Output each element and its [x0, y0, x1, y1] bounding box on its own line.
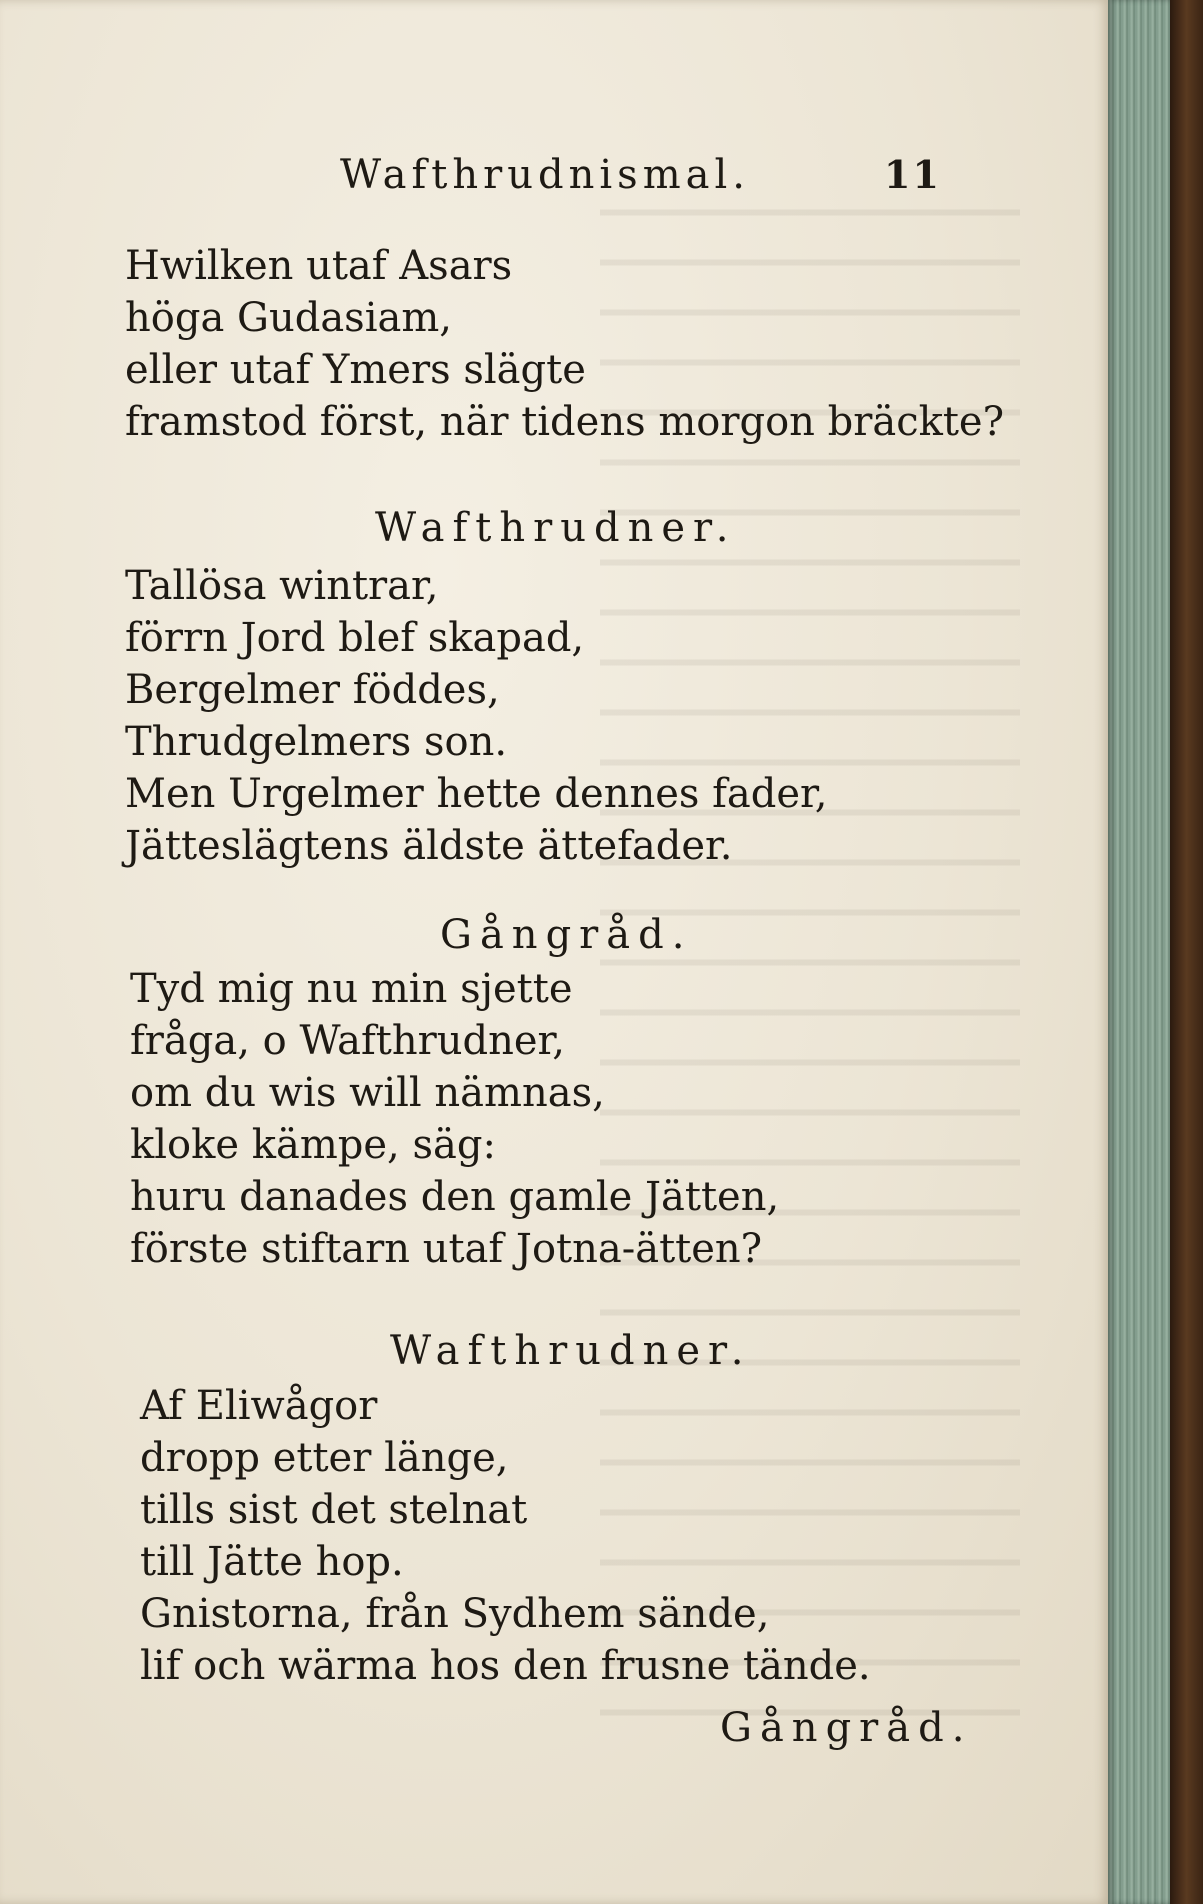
- verse-line: förste stiftarn utaf Jotna-ätten?: [130, 1226, 763, 1272]
- verse-line: tills sist det stelnat: [140, 1487, 528, 1533]
- page-number: 11: [884, 152, 941, 197]
- verse-line: Tyd mig nu min sjette: [130, 966, 573, 1012]
- speaker-heading: Wafthrudner.: [390, 1328, 752, 1374]
- verse-line: Af Eliwågor: [140, 1383, 378, 1429]
- verse-line: om du wis will nämnas,: [130, 1070, 605, 1116]
- verse-line: förrn Jord blef skapad,: [125, 615, 585, 661]
- catchword: Gångråd.: [720, 1705, 973, 1751]
- verse-line: eller utaf Ymers slägte: [125, 347, 586, 393]
- verse-line: kloke kämpe, säg:: [130, 1122, 496, 1168]
- verse-line: Hwilken utaf Asars: [125, 243, 513, 289]
- verse-line: Jätteslägtens äldste ättefader.: [125, 823, 733, 869]
- verse-line: Men Urgelmer hette dennes fader,: [125, 771, 828, 817]
- verse-line: Bergelmer föddes,: [125, 667, 500, 713]
- verse-line: Tallösa wintrar,: [125, 563, 439, 609]
- verse-line: huru danades den gamle Jätten,: [130, 1174, 780, 1220]
- book-cover: [1170, 0, 1203, 1904]
- verse-line: Gnistorna, från Sydhem sände,: [140, 1591, 770, 1637]
- speaker-heading: Gångråd.: [440, 912, 693, 958]
- verse-line: lif och wärma hos den frusne tände.: [140, 1643, 871, 1689]
- verse-line: dropp etter länge,: [140, 1435, 509, 1481]
- verse-line: höga Gudasiam,: [125, 295, 452, 341]
- verse-line: till Jätte hop.: [140, 1539, 404, 1585]
- verse-line: Thrudgelmers son.: [125, 719, 508, 765]
- verse-line: fråga, o Wafthrudner,: [130, 1018, 565, 1064]
- verse-line: framstod först, när tidens morgon bräckte?: [125, 399, 1005, 445]
- page-edges: [1108, 0, 1170, 1904]
- running-header: Wafthrudnismal.: [340, 152, 750, 198]
- speaker-heading: Wafthrudner.: [375, 505, 737, 551]
